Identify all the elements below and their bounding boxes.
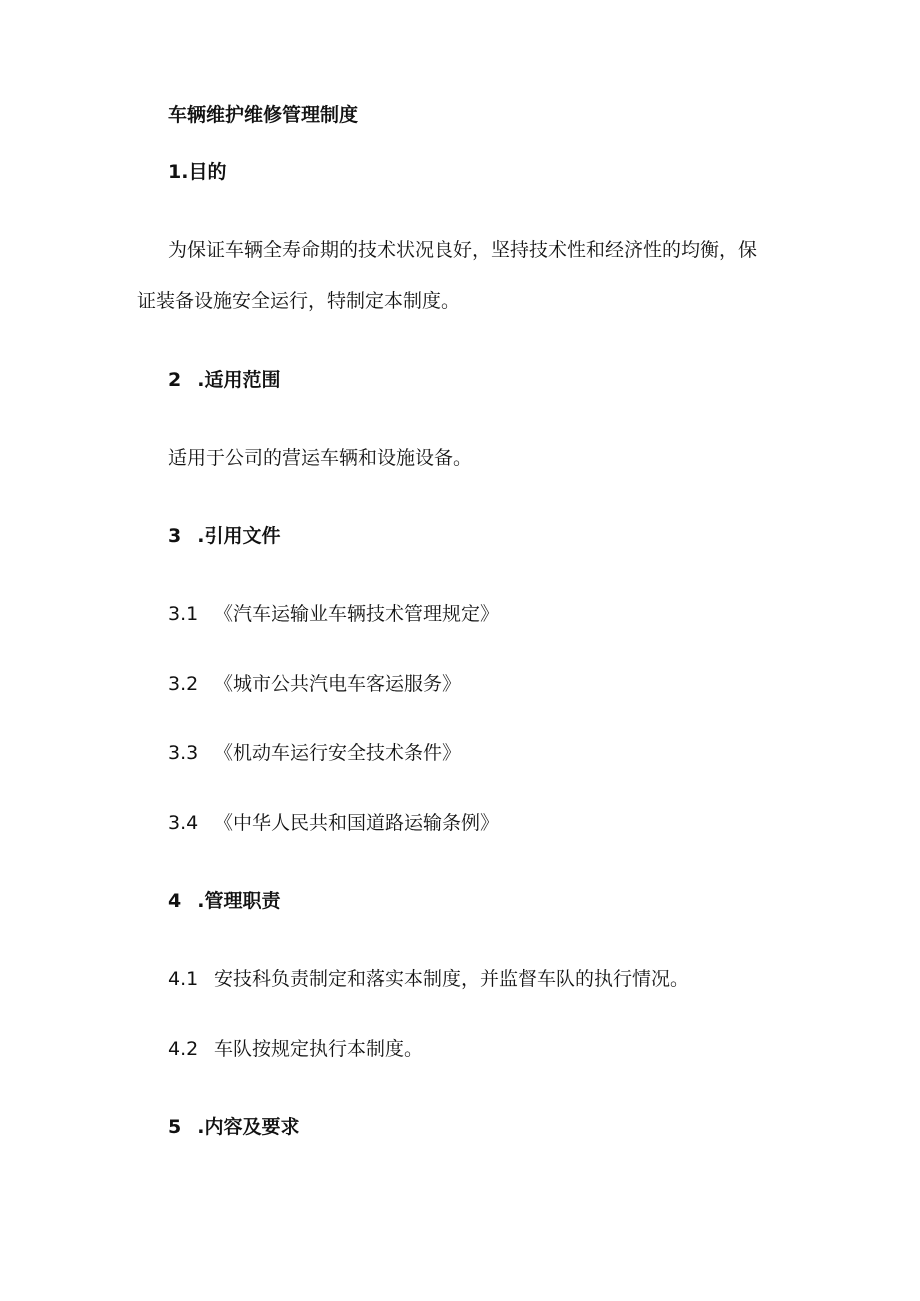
section-1-heading bbox=[168, 160, 226, 184]
section-title: .管理职责 bbox=[197, 890, 281, 912]
section-number: 2 bbox=[168, 369, 182, 391]
reference-item bbox=[168, 602, 499, 626]
item-number: 4.2 bbox=[168, 1038, 199, 1060]
item-number: 3.1 bbox=[168, 603, 199, 625]
section-title: .内容及要求 bbox=[197, 1116, 300, 1138]
item-text: 安技科负责制定和落实本制度，并监督车队的执行情况。 bbox=[214, 968, 690, 990]
section-1-paragraph-line-1: 为保证车辆全寿命期的技术状况良好，坚持技术性和经济性的均衡，保 bbox=[168, 239, 758, 261]
responsibility-item bbox=[168, 967, 689, 991]
responsibility-item bbox=[168, 1037, 423, 1061]
reference-item bbox=[168, 672, 461, 696]
section-title: .引用文件 bbox=[197, 525, 281, 547]
item-number: 3.2 bbox=[168, 673, 199, 695]
section-4-heading bbox=[168, 889, 280, 913]
item-text: 《中华人民共和国道路运输条例》 bbox=[214, 812, 500, 834]
section-title: 目的 bbox=[188, 161, 227, 183]
item-text: 车队按规定执行本制度。 bbox=[214, 1038, 424, 1060]
item-text: 《汽车运输业车辆技术管理规定》 bbox=[214, 603, 500, 625]
section-3-heading bbox=[168, 524, 280, 548]
section-number: 5 bbox=[168, 1116, 182, 1138]
section-2-paragraph: 适用于公司的营运车辆和设施设备。 bbox=[168, 447, 473, 469]
section-5-heading bbox=[168, 1115, 299, 1139]
section-1-paragraph-line-2: 证装备设施安全运行，特制定本制度。 bbox=[137, 290, 461, 312]
reference-item bbox=[168, 811, 499, 835]
document-title: 车辆维护维修管理制度 bbox=[168, 104, 359, 126]
section-2-heading bbox=[168, 368, 280, 392]
section-title: .适用范围 bbox=[197, 369, 281, 391]
section-number: 1. bbox=[168, 161, 189, 183]
section-number: 4 bbox=[168, 890, 182, 912]
section-number: 3 bbox=[168, 525, 182, 547]
item-number: 4.1 bbox=[168, 968, 199, 990]
reference-item bbox=[168, 741, 461, 765]
item-number: 3.4 bbox=[168, 812, 199, 834]
item-number: 3.3 bbox=[168, 742, 199, 764]
item-text: 《机动车运行安全技术条件》 bbox=[214, 742, 462, 764]
item-text: 《城市公共汽电车客运服务》 bbox=[214, 673, 462, 695]
